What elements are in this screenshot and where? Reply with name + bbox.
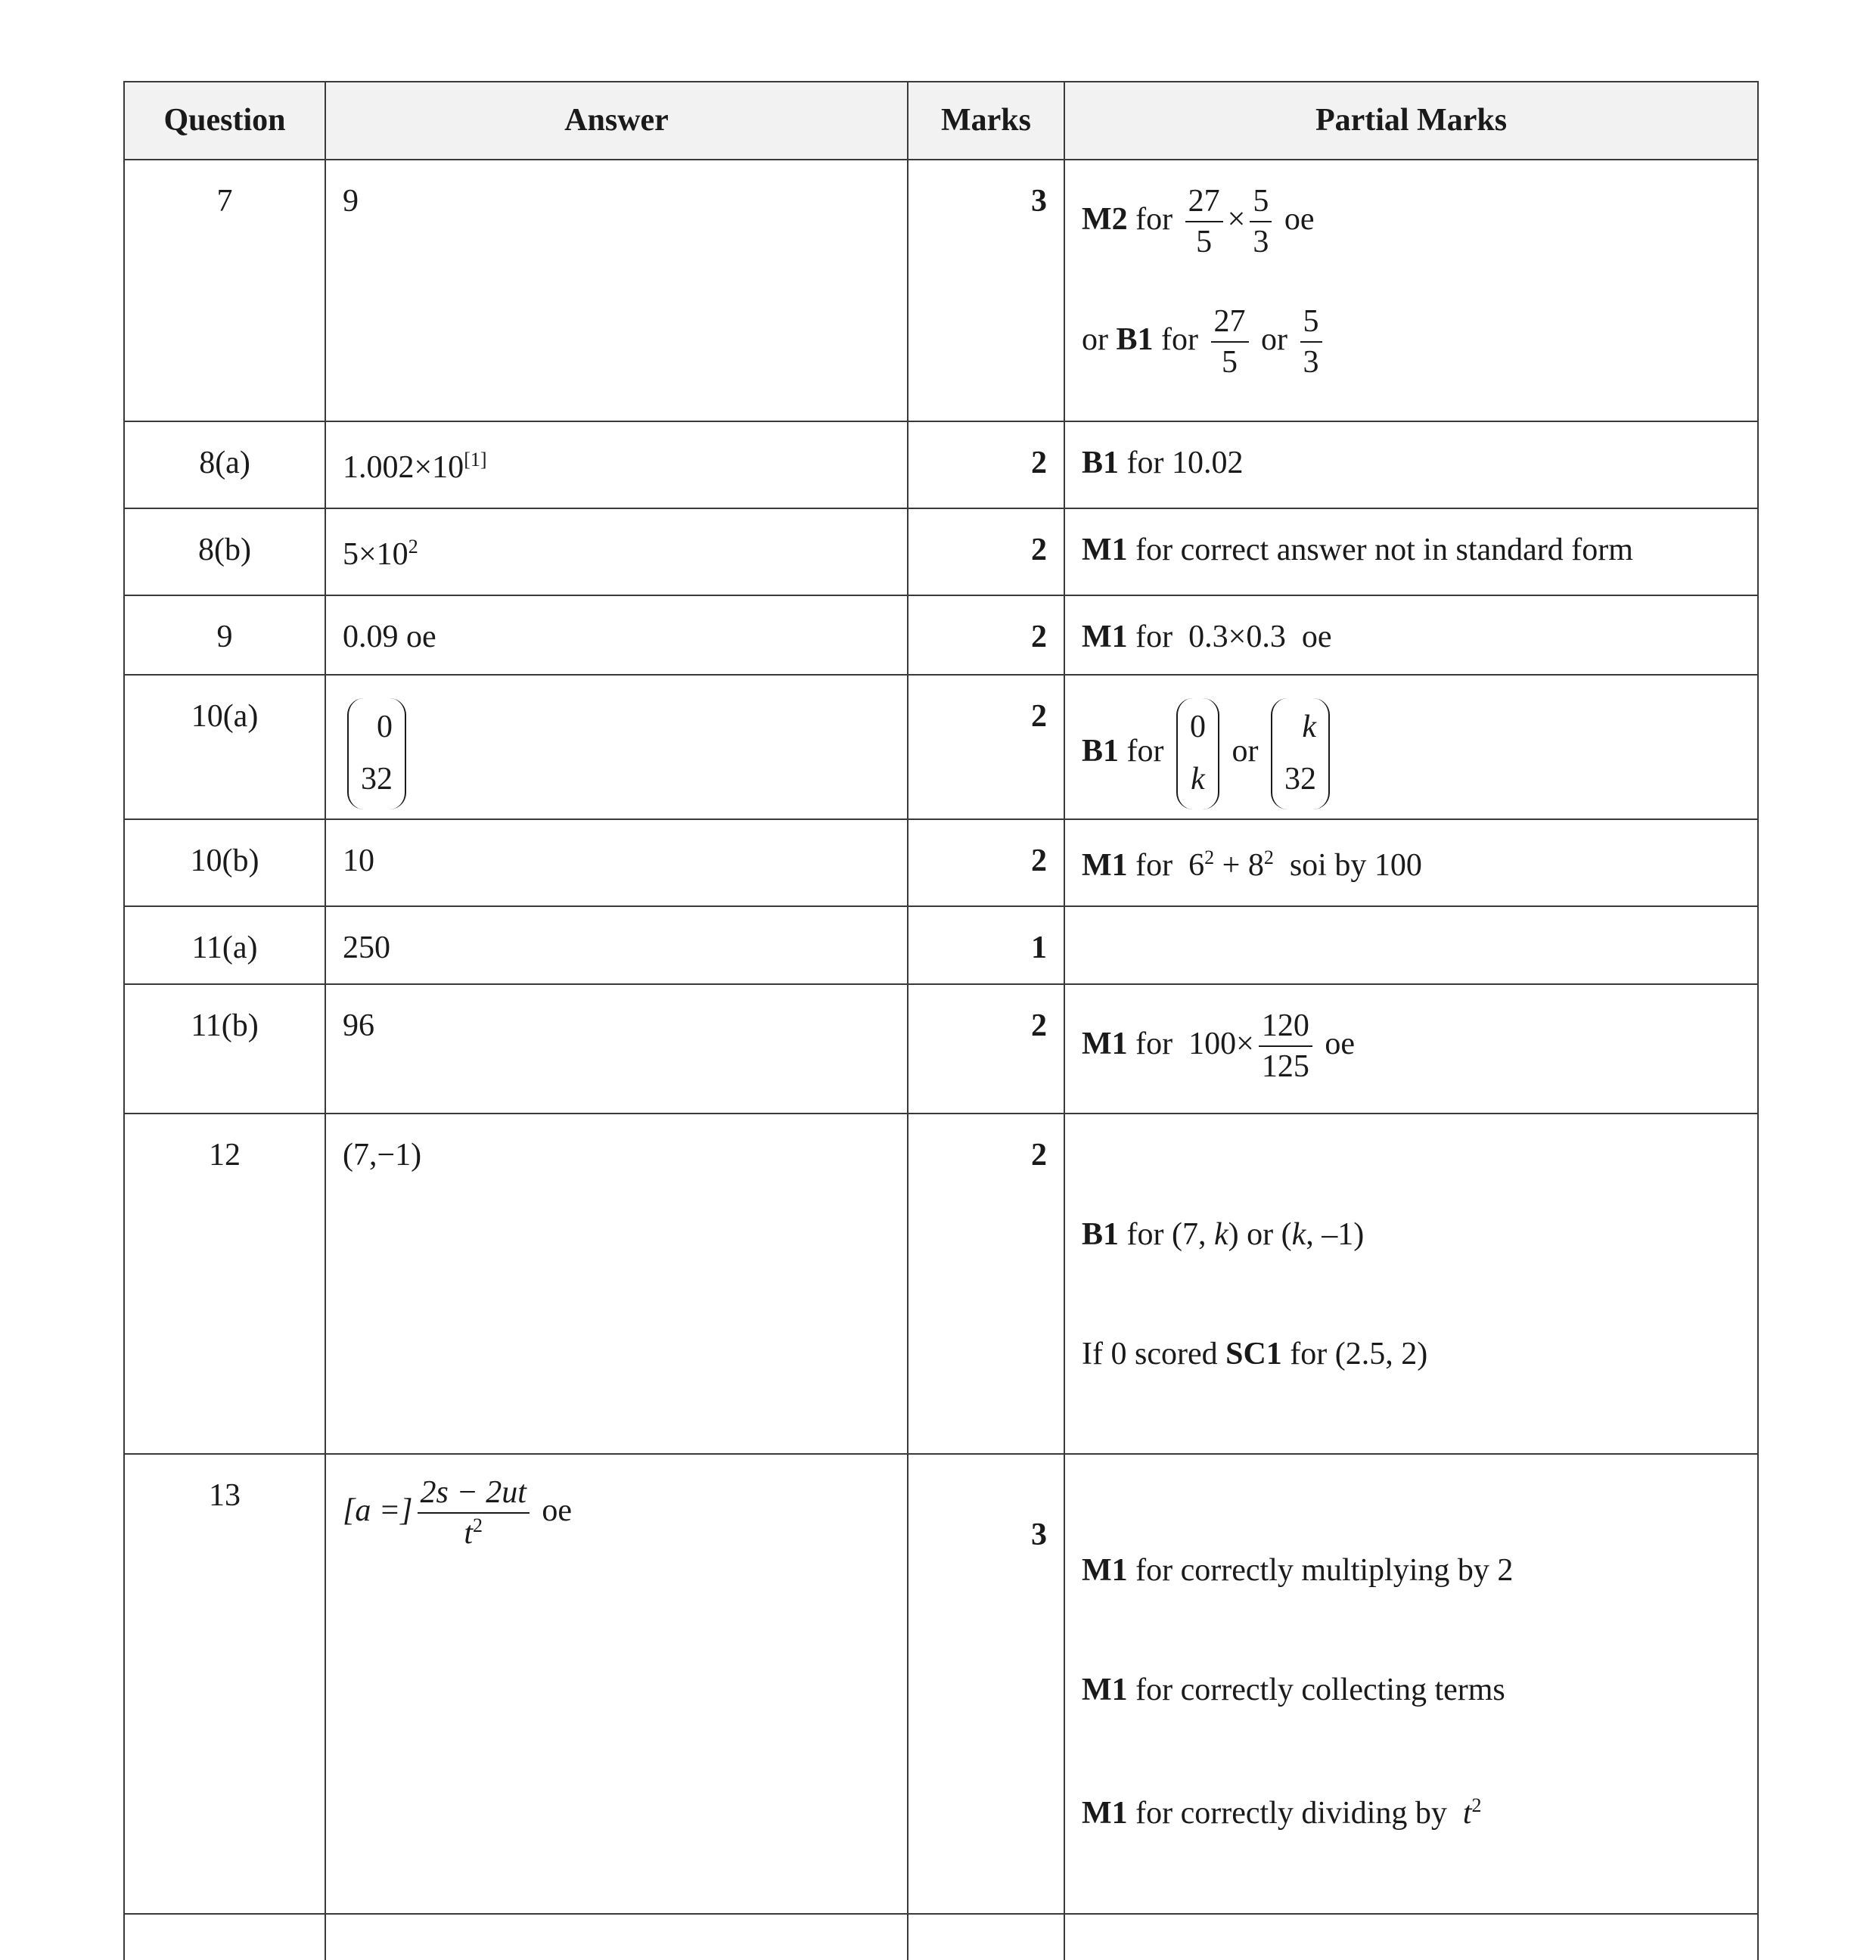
table-row bbox=[124, 595, 1758, 675]
question-cell: 10(b) bbox=[124, 819, 325, 906]
marks-cell: 2 bbox=[908, 508, 1064, 595]
partial-marks-cell bbox=[1064, 508, 1758, 595]
text: for 6 bbox=[1135, 848, 1205, 883]
partial-marks-cell bbox=[1064, 421, 1758, 508]
text: or bbox=[1232, 733, 1259, 769]
answer-cell bbox=[325, 508, 908, 595]
text: , –1) bbox=[1306, 1217, 1365, 1252]
text: for correctly collecting terms bbox=[1135, 1672, 1505, 1707]
mark-code: M1 bbox=[1082, 533, 1128, 567]
fraction bbox=[1259, 1008, 1312, 1086]
superscript: 2 bbox=[1471, 1794, 1482, 1816]
table-row bbox=[124, 421, 1758, 508]
text: or bbox=[1082, 321, 1108, 357]
column-vector bbox=[1271, 698, 1330, 809]
table-row-continuation bbox=[124, 1914, 1758, 1960]
fraction bbox=[418, 1474, 530, 1552]
text: for (7, bbox=[1126, 1217, 1214, 1252]
marks-cell bbox=[908, 1914, 1064, 1960]
answer-text: 5×10 bbox=[343, 537, 408, 572]
mark-code: M2 bbox=[1082, 201, 1128, 237]
marks-cell: 3 bbox=[908, 160, 1064, 421]
mark-code: M1 bbox=[1082, 1026, 1128, 1061]
mark-code: M1 bbox=[1082, 1553, 1128, 1588]
partial-marks-cell bbox=[1064, 160, 1758, 421]
marks-cell: 1 bbox=[908, 906, 1064, 984]
superscript: 2 bbox=[473, 1514, 483, 1537]
question-cell: 10(a) bbox=[124, 675, 325, 819]
answer-prefix: [a =] bbox=[343, 1493, 413, 1528]
question-cell: 13 bbox=[124, 1454, 325, 1914]
partial-line bbox=[1082, 1670, 1757, 1710]
mark-scheme-table bbox=[123, 81, 1759, 1960]
header-marks: Marks bbox=[908, 82, 1064, 160]
answer-cell: (7,−1) bbox=[325, 1114, 908, 1454]
text: for (2.5, 2) bbox=[1281, 1336, 1428, 1371]
superscript: 2 bbox=[1263, 846, 1274, 868]
numerator: 5 bbox=[1250, 183, 1272, 222]
text: oe bbox=[1284, 201, 1315, 237]
mark-code: B1 bbox=[1082, 1217, 1120, 1252]
mark-code: M1 bbox=[1082, 620, 1128, 654]
header-partial-marks: Partial Marks bbox=[1064, 82, 1758, 160]
text: for bbox=[1161, 321, 1198, 357]
partial-line bbox=[1082, 1215, 1757, 1255]
times-sign: × bbox=[1227, 201, 1246, 237]
question-cell: 9 bbox=[124, 595, 325, 675]
mark-scheme-sheet bbox=[123, 81, 1757, 1831]
header-row bbox=[124, 82, 1758, 160]
mark-code: M1 bbox=[1082, 1796, 1128, 1831]
answer-cell bbox=[325, 421, 908, 508]
header-answer: Answer bbox=[325, 82, 908, 160]
mark-code: B1 bbox=[1116, 321, 1154, 357]
denominator: 5 bbox=[1222, 344, 1238, 380]
vector-top: 0 bbox=[1190, 710, 1206, 744]
partial-marks-cell bbox=[1064, 906, 1758, 984]
denominator-text: t bbox=[464, 1516, 474, 1552]
vector-top: 0 bbox=[377, 710, 393, 744]
vector-top: k bbox=[1302, 710, 1316, 744]
answer-cell bbox=[325, 1914, 908, 1960]
mark-code: SC1 bbox=[1225, 1336, 1282, 1371]
question-cell: 11(b) bbox=[124, 984, 325, 1114]
table-row bbox=[124, 984, 1758, 1114]
text: soi by 100 bbox=[1273, 848, 1422, 883]
table-row bbox=[124, 819, 1758, 906]
partial-marks-cell bbox=[1064, 1114, 1758, 1454]
vector-bottom: 32 bbox=[1284, 762, 1316, 797]
table-row bbox=[124, 906, 1758, 984]
text: for correctly dividing by bbox=[1135, 1796, 1463, 1831]
question-cell bbox=[124, 1914, 325, 1960]
vector-bottom: k bbox=[1191, 762, 1205, 797]
fraction bbox=[1250, 183, 1272, 261]
mark-code: M1 bbox=[1082, 1672, 1128, 1707]
answer-text: 1.002×10 bbox=[343, 450, 464, 485]
table-row bbox=[124, 1454, 1758, 1914]
text: for 0.3×0.3 oe bbox=[1135, 620, 1332, 654]
question-cell: 7 bbox=[124, 160, 325, 421]
text: + 8 bbox=[1214, 848, 1264, 883]
denominator: 3 bbox=[1303, 344, 1319, 380]
superscript: 2 bbox=[1204, 846, 1215, 868]
mark-code: B1 bbox=[1082, 446, 1120, 480]
answer-cell: 250 bbox=[325, 906, 908, 984]
header-question: Question bbox=[124, 82, 325, 160]
numerator: 27 bbox=[1211, 303, 1249, 343]
text: oe bbox=[1325, 1026, 1355, 1061]
partial-marks-cell bbox=[1064, 819, 1758, 906]
partial-line bbox=[1082, 1794, 1757, 1834]
answer-cell: 0.09 oe bbox=[325, 595, 908, 675]
marks-cell: 2 bbox=[908, 819, 1064, 906]
text: oe bbox=[542, 1493, 573, 1528]
numerator: 120 bbox=[1259, 1008, 1312, 1047]
variable: k bbox=[1291, 1217, 1306, 1252]
fraction bbox=[1185, 183, 1223, 261]
superscript: [1] bbox=[464, 449, 487, 471]
text: for correctly multiplying by 2 bbox=[1135, 1553, 1514, 1588]
question-cell: 8(a) bbox=[124, 421, 325, 508]
marks-cell: 2 bbox=[908, 675, 1064, 819]
numerator: 2s − 2ut bbox=[418, 1474, 530, 1514]
denominator: 3 bbox=[1253, 225, 1269, 260]
mark-code: M1 bbox=[1082, 848, 1128, 883]
answer-cell: 10 bbox=[325, 819, 908, 906]
marks-cell: 2 bbox=[908, 984, 1064, 1114]
text: for bbox=[1126, 733, 1164, 769]
partial-line bbox=[1082, 1551, 1757, 1591]
table-row bbox=[124, 675, 1758, 819]
denominator: 5 bbox=[1196, 225, 1213, 260]
variable: k bbox=[1213, 1217, 1228, 1252]
column-vector bbox=[1176, 698, 1219, 809]
mark-code: B1 bbox=[1082, 733, 1120, 769]
answer-cell bbox=[325, 1454, 908, 1914]
answer-cell: 9 bbox=[325, 160, 908, 421]
superscript: 2 bbox=[408, 536, 418, 558]
partial-marks-cell bbox=[1064, 595, 1758, 675]
text: If 0 scored bbox=[1082, 1336, 1226, 1371]
question-cell: 11(a) bbox=[124, 906, 325, 984]
question-cell: 12 bbox=[124, 1114, 325, 1454]
text: or bbox=[1261, 321, 1287, 357]
text: for bbox=[1135, 201, 1173, 237]
text: for 100× bbox=[1135, 1026, 1254, 1061]
text: for correct answer not in standard form bbox=[1135, 533, 1633, 567]
vector-bottom: 32 bbox=[361, 762, 393, 797]
fraction bbox=[1300, 303, 1322, 381]
answer-cell: 96 bbox=[325, 984, 908, 1114]
denominator: 125 bbox=[1261, 1049, 1309, 1085]
partial-marks-cell bbox=[1064, 984, 1758, 1114]
partial-marks-cell bbox=[1064, 1914, 1758, 1960]
variable: t bbox=[1462, 1796, 1472, 1831]
marks-cell: 2 bbox=[908, 1114, 1064, 1454]
partial-marks-cell bbox=[1064, 1454, 1758, 1914]
table-row bbox=[124, 160, 1758, 421]
text: ) or ( bbox=[1228, 1217, 1292, 1252]
marks-cell: 2 bbox=[908, 421, 1064, 508]
question-cell: 8(b) bbox=[124, 508, 325, 595]
fraction bbox=[1211, 303, 1249, 381]
numerator: 27 bbox=[1185, 183, 1223, 222]
partial-marks-cell bbox=[1064, 675, 1758, 819]
marks-cell: 3 bbox=[908, 1454, 1064, 1914]
numerator: 5 bbox=[1300, 303, 1322, 343]
column-vector bbox=[347, 698, 406, 809]
text: for 10.02 bbox=[1126, 446, 1244, 480]
table-row bbox=[124, 508, 1758, 595]
marks-cell: 2 bbox=[908, 595, 1064, 675]
table-row bbox=[124, 1114, 1758, 1454]
answer-cell bbox=[325, 675, 908, 819]
denominator bbox=[461, 1514, 486, 1552]
partial-line bbox=[1082, 1334, 1757, 1374]
